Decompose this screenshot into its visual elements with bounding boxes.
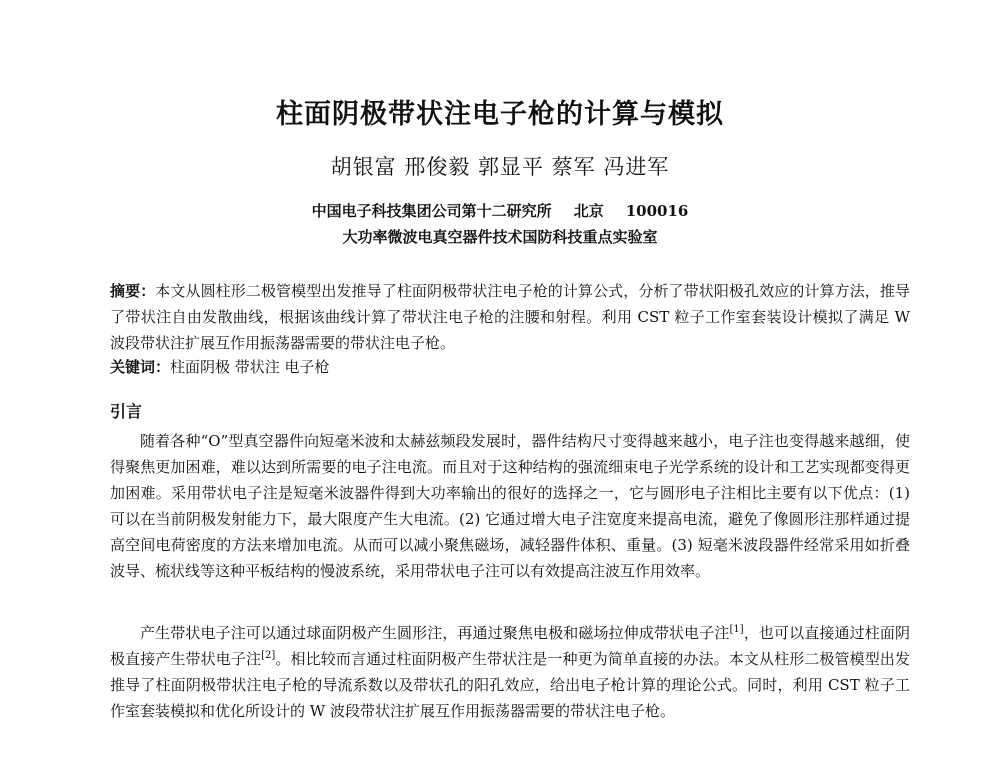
abstract-text: 本文从圆柱形二极管模型出发推导了柱面阴极带状注电子枪的计算公式，分析了带状阳极孔效应的计算方法，推导了带状注自由发散曲线，根据该曲线计算了带状注电子枪的注腰和射程。利用 CST 粒子工作室套装设计模拟了满足 W 波段带状注扩展互作用振荡器需要的带状注电子枪。 xyxy=(110,282,910,352)
affiliation-line xyxy=(0,200,1000,221)
intro-paragraph-1: 随着各种“O”型真空器件向短毫米波和太赫兹频段发展时，器件结构尺寸变得越来越小，电子注也变得越来越细，使得聚焦更加困难，难以达到所需要的电子注电流。而且对于这种结构的强流细束电子光学系统的设计和工艺实现都变得更加困难。采用带状电子注是短毫米波器件得到大功率输出的很好的选择之一，它与圆形电子注相比主要有以下优点：(1) 可以在当前阴极发射能力下，最大限度产生大电流。(2) 它通过增大电子注宽度来提高电流，避免了像圆形注那样通过提高空间电荷密度的方法来增加电流。从而可以减小聚焦磁场，减轻器件体积、重量。(3) 短毫米波段器件经常采用如折叠波导、梳状线等这种平板结构的慢波系统，采用带状电子注可以有效提高注波互作用效率。 xyxy=(110,432,910,580)
citation-ref-2: [2] xyxy=(261,650,276,661)
keywords-label: 关键词： xyxy=(110,358,171,376)
affiliation-lab: 大功率微波电真空器件技术国防科技重点实验室 xyxy=(342,228,658,246)
affiliation-postcode: 100016 xyxy=(625,202,689,220)
affiliation-city: 北京 xyxy=(573,202,604,220)
intro-p2-part-a: 产生带状电子注可以通过球面阴极产生圆形注，再通过聚焦电极和磁场拉伸成带状电子注 xyxy=(140,624,730,642)
keywords xyxy=(110,354,910,380)
abstract xyxy=(110,278,910,356)
author-list: 胡银富 邢俊毅 郭显平 蔡军 冯进军 xyxy=(330,155,670,179)
abstract-label: 摘要： xyxy=(110,282,156,300)
keywords-text: 柱面阴极 带状注 电子枪 xyxy=(170,358,330,376)
intro-p2-part-c: 。相比较而言通过柱面阴极产生带状注是一种更为简单直接的办法。本文从柱形二极管模型出发推导了柱面阴极带状注电子枪的导流系数以及带状孔的阳孔效应，给出电子枪计算的理论公式。同时，利用 CST 粒子工作室套装模拟和优化所设计的 W 波段带状注扩展互作用振荡器需要的带状注电子枪。 xyxy=(110,650,910,720)
intro-paragraph-2 xyxy=(110,620,910,724)
affiliation-institute: 中国电子科技集团公司第十二研究所 xyxy=(311,202,552,220)
citation-ref-1: [1] xyxy=(729,624,744,635)
paper-title: 柱面阴极带状注电子枪的计算与模拟 xyxy=(276,99,724,130)
section-heading-intro: 引言 xyxy=(110,402,143,421)
intro-p2-part-b: ，也可以直接通过柱面阴极直接产生带状电子注 xyxy=(110,624,910,668)
